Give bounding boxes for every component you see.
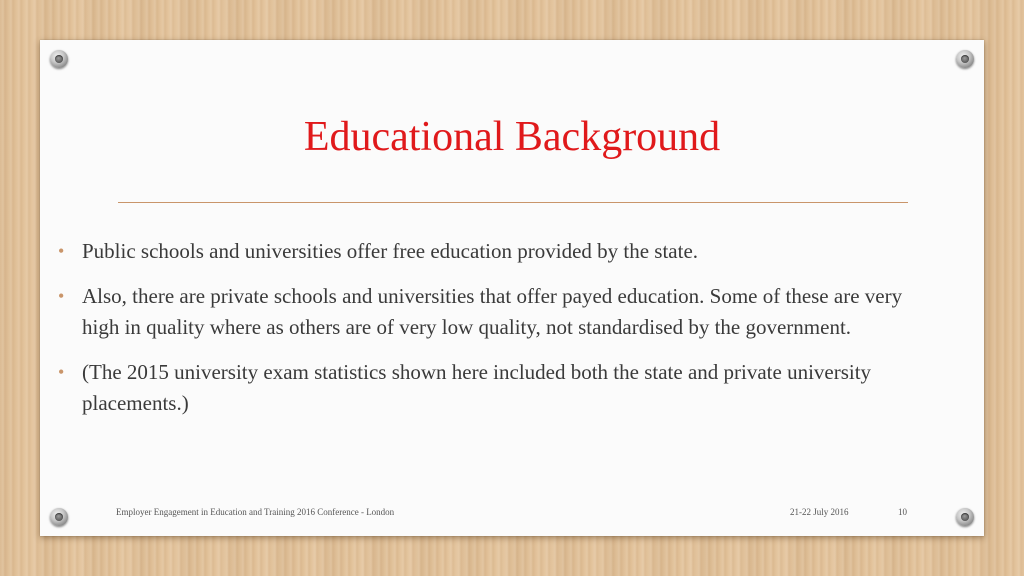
bullet-text: Also, there are private schools and universities that offer payed education. Some of these are very high in quality where as others are of very low quality, not standardised by the government. — [82, 284, 903, 339]
slide-card — [40, 40, 984, 536]
bullet-icon: • — [58, 286, 65, 306]
bullet-list — [58, 236, 938, 433]
bullet-text: (The 2015 university exam statistics shown here included both the state and private university placements.) — [82, 360, 872, 415]
footer-event: Employer Engagement in Education and Training 2016 Conference - London — [116, 507, 395, 517]
bullet-item — [58, 236, 938, 267]
bullet-icon: • — [58, 362, 65, 382]
title-divider — [118, 202, 908, 203]
bullet-item — [58, 357, 938, 419]
bullet-text: Public schools and universities offer free education provided by the state. — [82, 239, 699, 263]
pushpin-icon — [50, 50, 68, 68]
bullet-item — [58, 281, 938, 343]
pushpin-icon — [956, 508, 974, 526]
bullet-icon: • — [58, 241, 65, 261]
page-number: 10 — [898, 507, 907, 517]
pushpin-icon — [956, 50, 974, 68]
slide-title: Educational Background — [303, 114, 721, 160]
pushpin-icon — [50, 508, 68, 526]
footer-date: 21-22 July 2016 — [790, 507, 849, 517]
